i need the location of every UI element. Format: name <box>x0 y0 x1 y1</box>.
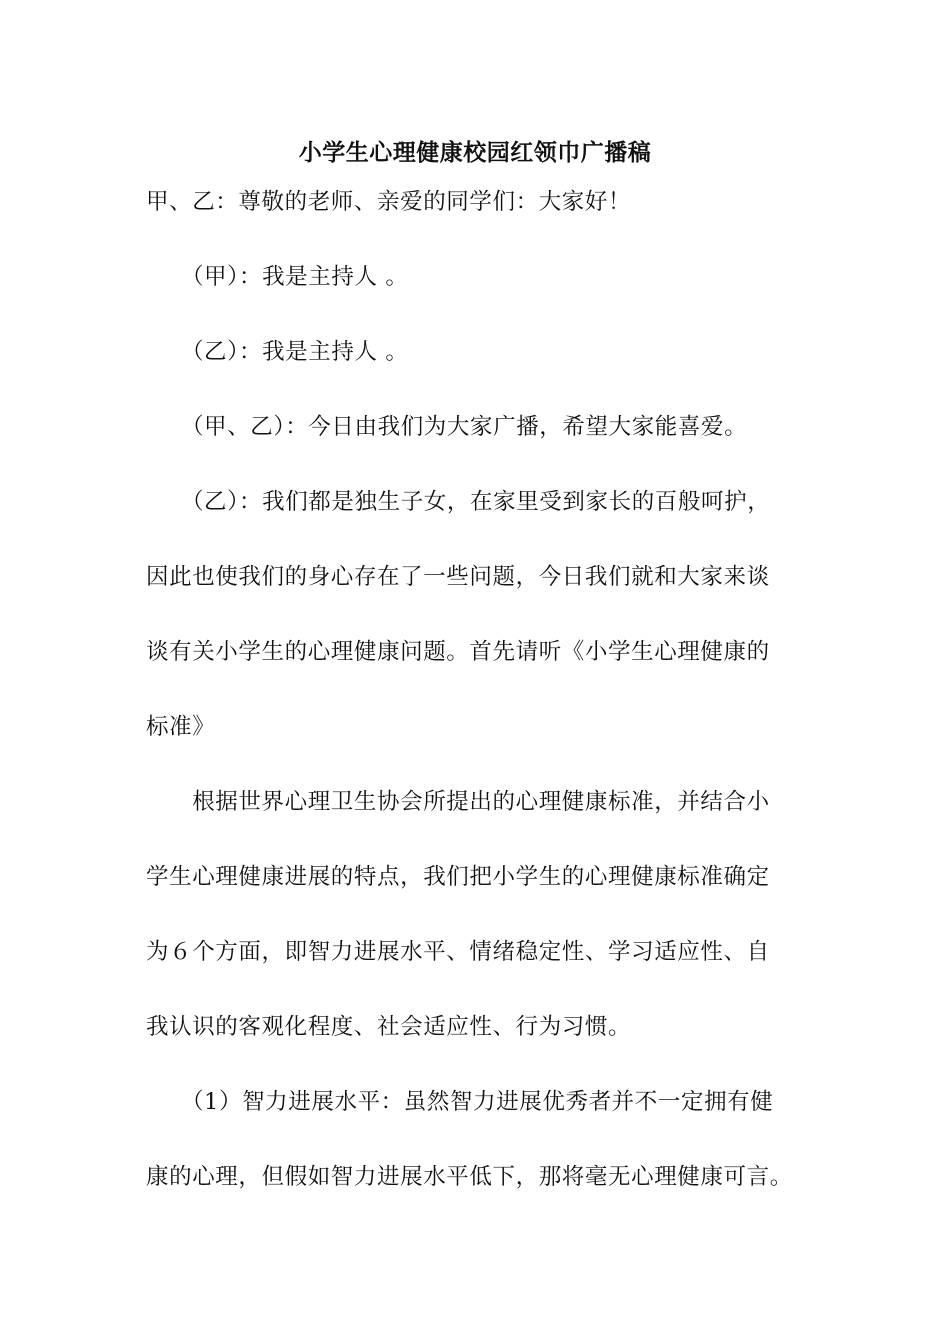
body-line: 为６个方面，即智力进展水平、情绪稳定性、学习适应性、自 <box>146 939 770 965</box>
body-line: 康的心理，但假如智力进展水平低下，那将毫无心理健康可言。 <box>146 1164 793 1190</box>
body-line: （乙）：我们都是独生子女，在家里受到家长的百般呵护， <box>146 489 771 515</box>
body-line: 谈有关小学生的心理健康问题。首先请听《小学生心理健康的 <box>146 639 770 665</box>
body-line: （乙）：我是主持人 。 <box>146 339 409 365</box>
body-line: （甲）：我是主持人 。 <box>146 264 409 290</box>
body-line: 标准》 <box>146 714 216 740</box>
body-line: （甲、乙）：今日由我们为大家广播，希望大家能喜爱。 <box>146 414 748 440</box>
body-line: （1）智力进展水平：虽然智力进展优秀者并不一定拥有健 <box>146 1089 774 1115</box>
body-line: 甲、乙：尊敬的老师、亲爱的同学们：大家好！ <box>146 189 632 215</box>
body-line: 学生心理健康进展的特点，我们把小学生的心理健康标准确定 <box>146 864 770 890</box>
document-title: 小学生心理健康校园红领巾广播稿 <box>298 139 652 166</box>
body-line: 根据世界心理卫生协会所提出的心理健康标准，并结合小 <box>146 789 770 815</box>
body-line: 因此也使我们的身心存在了一些问题，今日我们就和大家来谈 <box>146 564 770 590</box>
body-line: 我认识的客观化程度、社会适应性、行为习惯。 <box>146 1014 632 1040</box>
